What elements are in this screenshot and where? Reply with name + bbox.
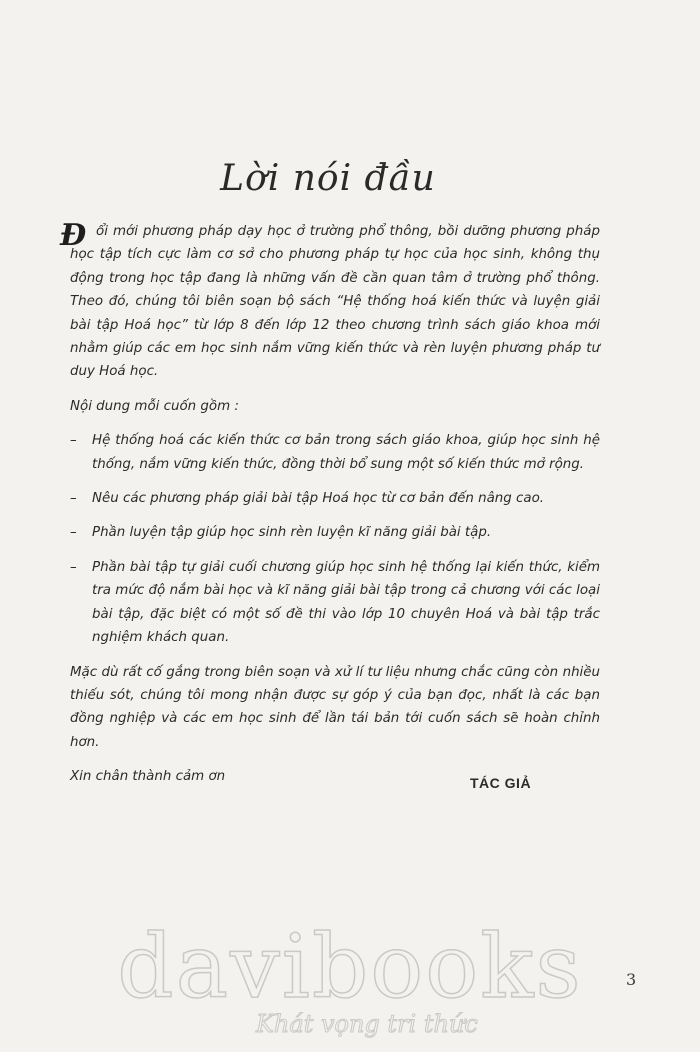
list-item: – Nêu các phương pháp giải bài tập Hoá học từ cơ bản đến nâng cao.	[70, 491, 545, 507]
drop-cap: Đ	[60, 218, 87, 253]
page-title: Lời nói đầu	[220, 158, 436, 199]
contents-heading: Nội dung mỗi cuốn gồm :	[70, 398, 239, 414]
list-item: – Phần bài tập tự giải cuối chương giúp học sinh hệ thống lại kiến thức, kiểm tra mức độ nắm bài học và kĩ năng giải bài tập trong cả chương với các loại bài tập, đặc biệt có một số đề thi vào lớp 10 chuyên Hoá và bài tập trắc nghiệm khách quan.	[70, 559, 600, 646]
list-item: – Phần luyện tập giúp học sinh rèn luyện kĩ năng giải bài tập.	[70, 525, 492, 541]
author-signature: TÁC GIẢ	[470, 775, 532, 791]
page-number: 3	[626, 970, 637, 989]
preface-body	[70, 220, 600, 789]
contents-list	[70, 429, 600, 649]
watermark-logo: davibooks	[117, 915, 583, 1018]
closing-paragraph: Mặc dù rất cố gắng trong biên soạn và xử lí tư liệu nhưng chắc cũng còn nhiều thiếu sót, chúng tôi mong nhận được sự góp ý của bạn đọc, nhất là các bạn đồng nghiệp và các em học sinh để lần tái bản tới cuốn sách sẽ hoàn chỉnh hơn.	[70, 664, 600, 750]
list-item: – Hệ thống hoá các kiến thức cơ bản trong sách giáo khoa, giúp học sinh hệ thống, nắm vững kiến thức, đồng thời bổ sung một số kiến thức mở rộng.	[70, 433, 600, 472]
thanks-line: Xin chân thành cảm ơn	[70, 769, 226, 785]
intro-paragraph: ổi mới phương pháp dạy học ở trường phổ thông, bồi dưỡng phương pháp học tập tích cực làm cơ sở cho phương pháp tự học của học sinh, không thụ động trong học tập đang là những vấn đề cần quan tâm ở trường phổ thông. Theo đó, chúng tôi biên soạn bộ sách “Hệ thống hoá kiến thức và luyện giải bài tập Hoá học” từ lớp 8 đến lớp 12 theo chương trình sách giáo khoa mới nhằm giúp các em học sinh nắm vững kiến thức và rèn luyện phương pháp tư duy Hoá học.	[70, 224, 600, 380]
watermark-slogan: Khát vọng tri thức	[256, 1010, 478, 1038]
